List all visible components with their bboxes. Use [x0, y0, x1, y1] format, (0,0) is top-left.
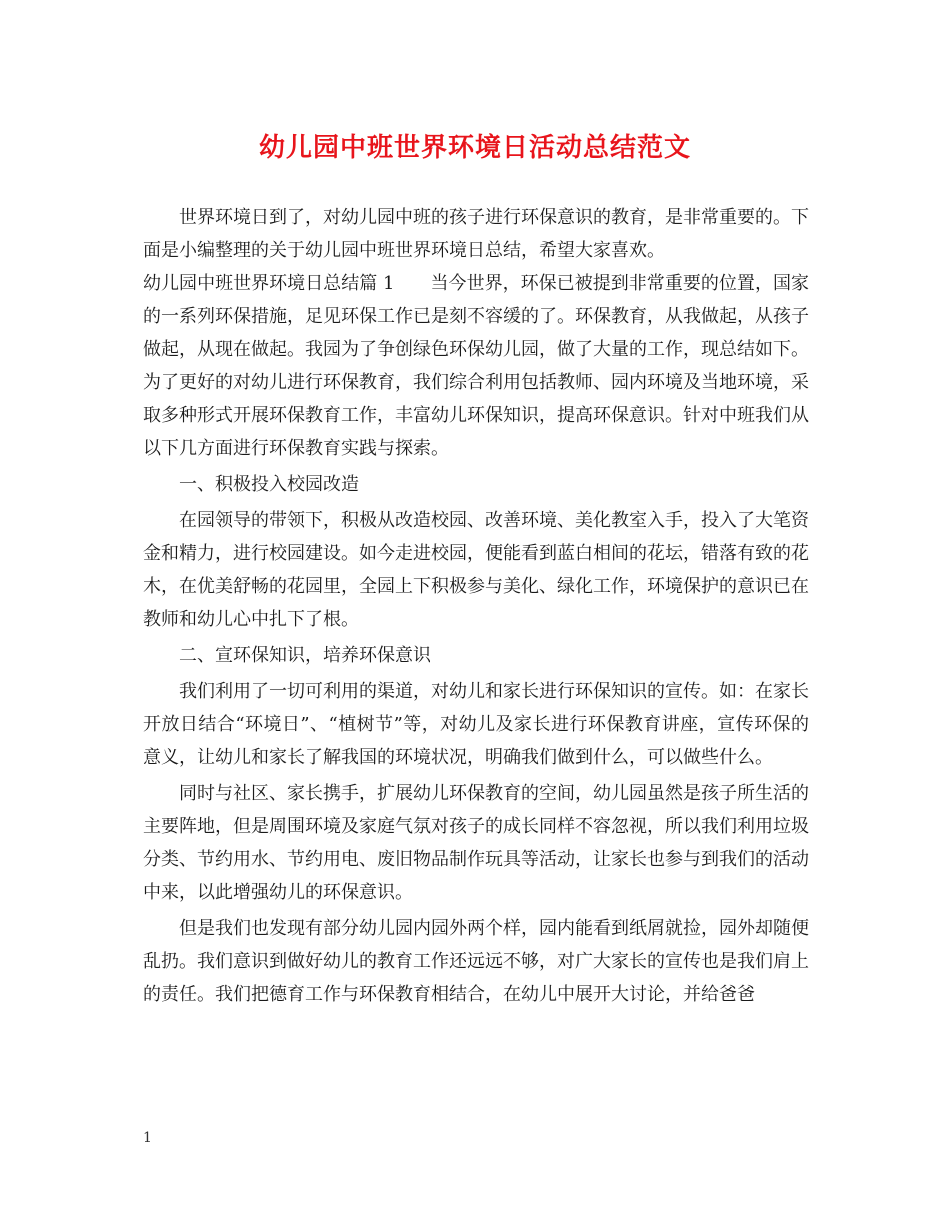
- document-body: [143, 201, 809, 1011]
- paragraph-1: 在园领导的带领下，积极从改造校园、改善环境、美化教室入手，投入了大笔资金和精力，进行校园建设。如今走进校园，便能看到蓝白相间的花坛，错落有致的花木，在优美舒畅的花园里，全园上下积极参与美化、绿化工作，环境保护的意识已在教师和幼儿心中扎下了根。: [143, 510, 809, 630]
- paragraph-2: 我们利用了一切可利用的渠道，对幼儿和家长进行环保知识的宣传。如：在家长开放日结合“环境日”、“植树节”等，对幼儿及家长进行环保教育讲座，宣传环保的意义，让幼儿和家长了解我国的环境状况，明确我们做到什么，可以做些什么。: [143, 681, 809, 768]
- section-label: 幼儿园中班世界环境日总结篇 1: [143, 273, 395, 294]
- heading-2: 二、宣环保知识，培养环保意识: [179, 645, 431, 666]
- paragraph-4: 但是我们也发现有部分幼儿园内园外两个样，园内能看到纸屑就捡，园外却随便乱扔。我们意识到做好幼儿的教育工作还远远不够，对广大家长的宣传也是我们肩上的责任。我们把德育工作与环保教育相结合，在幼儿中展开大讨论，并给爸爸: [143, 918, 809, 1005]
- page-number: 1: [143, 1130, 152, 1146]
- document-title: 幼儿园中班世界环境日活动总结范文: [258, 133, 691, 163]
- section-text: 当今世界，环保已被提到非常重要的位置，国家的一系列环保措施，足见环保工作已是刻不容缓的了。环保教育，从我做起，从孩子做起，从现在做起。我园为了争创绿色环保幼儿园，做了大量的工作，现总结如下。为了更好的对幼儿进行环保教育，我们综合利用包括教师、园内环境及当地环境，采取多种形式开展环保教育工作，丰富幼儿环保知识，提高环保意识。针对中班我们从以下几方面进行环保教育实践与探索。: [143, 273, 809, 459]
- heading-1: 一、积极投入校园改造: [179, 474, 359, 495]
- intro-paragraph: 世界环境日到了，对幼儿园中班的孩子进行环保意识的教育，是非常重要的。下面是小编整理的关于幼儿园中班世界环境日总结，希望大家喜欢。: [143, 207, 809, 261]
- section-paragraph: [143, 267, 809, 465]
- paragraph-3: 同时与社区、家长携手，扩展幼儿环保教育的空间，幼儿园虽然是孩子所生活的主要阵地，但是周围环境及家庭气氛对孩子的成长同样不容忽视，所以我们利用垃圾分类、节约用水、节约用电、废旧物品制作玩具等活动，让家长也参与到我们的活动中来，以此增强幼儿的环保意识。: [143, 783, 809, 903]
